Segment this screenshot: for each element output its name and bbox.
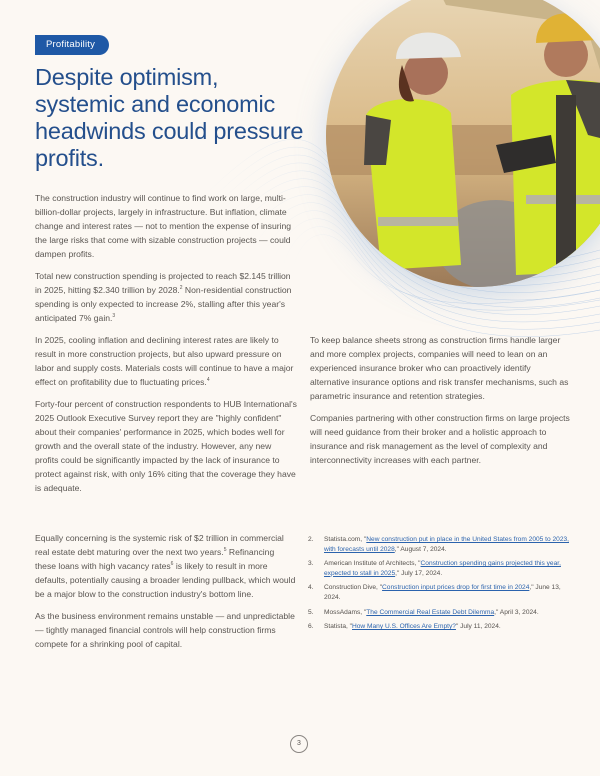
footnote-ref-3: 3 (112, 313, 116, 320)
intro-section (35, 191, 297, 333)
footnote-ref-6: 6 (170, 561, 174, 568)
reference-link[interactable]: New construction put in place in the United States from 2005 to 2023, with forecasts until 2028 (324, 536, 569, 553)
construction-workers-photo-icon (326, 0, 600, 287)
page-number-badge: 3 (290, 735, 308, 753)
footnote-ref-2: 2 (179, 285, 183, 292)
right-column (310, 333, 572, 475)
hero-photo (326, 0, 600, 287)
right-paragraph-1: To keep balance sheets strong as construction firms handle larger and more complex projects, companies will need to lean on an experienced insurance broker who can proactively identify alternative insurance options and risk transfer mechanisms, such as parametric insurance and retention strategies. (310, 335, 569, 401)
reference-item (308, 622, 570, 632)
reference-item (308, 535, 570, 554)
reference-date: ," April 3, 2024. (494, 608, 539, 616)
left-column-lower (35, 531, 297, 659)
left-paragraph-3-text-c: is likely to result in more defaults, potentially causing a broader lending pullback, which would be a major blow to the construction industry's bottom line. (35, 561, 296, 599)
page-headline: Despite optimism, systemic and economic headwinds could pressure profits. (35, 64, 304, 171)
left-paragraph-1-text: In 2025, cooling inflation and declining interest rates are likely to result in more construction projects, but also upward pressure on labor and supply costs. Materials costs will continue to have a major effect on profitability due to fluctuating prices. (35, 335, 294, 387)
intro-paragraph-1: The construction industry will continue to find work on large, multi-billion-dollar projects, largely in infrastructure. But inflation, climate change and interest rates — not to mention the expense of insuring the large risks that come with sizable construction projects — could dampen profits. (35, 193, 292, 259)
left-paragraph-3-text-a: Equally concerning is the systemic risk of $2 trillion in commercial real estate debt maturing over the next two years. (35, 533, 284, 557)
footnote-ref-5: 5 (223, 547, 227, 554)
reference-number: 6. (308, 623, 314, 631)
left-paragraph-3 (35, 531, 297, 601)
reference-source: American Institute of Architects, " (324, 560, 421, 568)
section-tag: Profitability (35, 35, 109, 55)
reference-date: ," July 17, 2024. (395, 569, 443, 577)
reference-number: 2. (308, 536, 314, 543)
left-paragraph-4: As the business environment remains unstable — and unpredictable — tightly managed financial controls will help construction firms compete for a shrinking pool of capital. (35, 611, 295, 649)
reference-number: 5. (308, 608, 314, 616)
intro-paragraph-2-text-b: Non-residential construction spending is only expected to increase 2%, stalling after this year's anticipated 7% gain. (35, 285, 292, 323)
reference-number: 3. (308, 560, 314, 568)
intro-paragraph-2 (35, 269, 297, 325)
intro-paragraph-2-text-a: Total new construction spending is projected to reach $2.145 trillion in 2025, hitting $2.340 trillion by 2028. (35, 271, 291, 295)
left-column (35, 333, 297, 503)
reference-source: Statista, " (324, 623, 352, 631)
reference-date: ," June 13, 2024. (324, 584, 561, 601)
reference-link[interactable]: The Commercial Real Estate Debt Dilemma (366, 608, 495, 616)
reference-number: 4. (308, 584, 314, 592)
reference-source: MossAdams, " (324, 608, 367, 616)
reference-item (308, 583, 570, 602)
reference-item (308, 559, 570, 578)
references-list (308, 535, 570, 637)
reference-item (308, 608, 570, 618)
reference-date: " July 11, 2024. (455, 623, 501, 631)
footnote-ref-4: 4 (206, 377, 210, 384)
reference-link[interactable]: How Many U.S. Offices Are Empty? (352, 623, 456, 631)
left-paragraph-1 (35, 333, 297, 389)
right-paragraph-2: Companies partnering with other construction firms on large projects will need guidance from their broker and a holistic approach to insurance and risk management as the level of complexity and interconnectivity increases with each partner. (310, 413, 570, 465)
left-paragraph-3-text-b: Refinancing these loans with high vacancy rates (35, 547, 275, 571)
reference-link[interactable]: Construction spending gains projected this year, expected to stall in 2025 (324, 560, 561, 577)
reference-source: Construction Dive, " (324, 584, 383, 592)
left-paragraph-2: Forty-four percent of construction respondents to HUB International's 2025 Outlook Executive Survey report they are "highly confident" about their companies' performance in 2025, which bodes well for growth and the overall state of the industry. However, any new profits could be significantly impacted by the lack of insurance to protect against risk, with only 16% citing that the coverage they have is adequate. (35, 399, 297, 493)
reference-source: Statista.com, " (324, 536, 367, 543)
reference-date: ," August 7, 2024. (394, 545, 447, 553)
reference-link[interactable]: Construction input prices drop for first time in 2024 (382, 584, 530, 592)
